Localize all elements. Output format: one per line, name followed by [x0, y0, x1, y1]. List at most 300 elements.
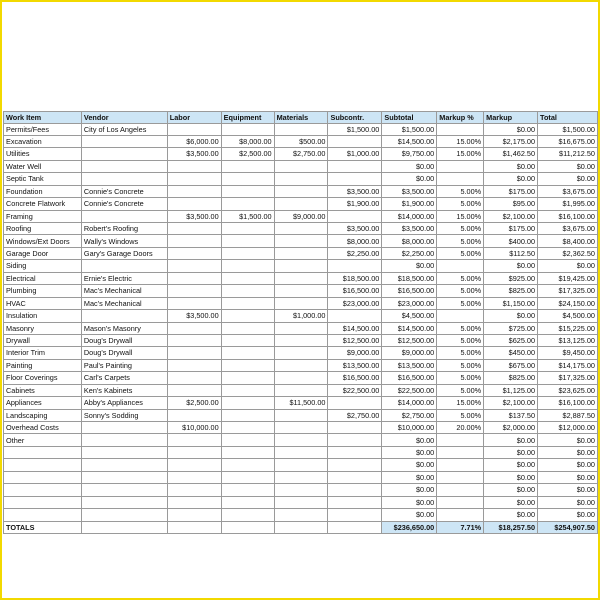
cell[interactable] [81, 135, 167, 147]
cell[interactable] [274, 247, 328, 259]
cell[interactable]: $675.00 [484, 359, 538, 371]
cell[interactable]: $1,500.00 [221, 210, 274, 222]
cell[interactable]: 15.00% [437, 148, 484, 160]
cell[interactable]: $9,450.00 [538, 347, 598, 359]
cell[interactable]: $0.00 [538, 496, 598, 508]
cell[interactable] [221, 459, 274, 471]
cell[interactable] [4, 496, 82, 508]
cell[interactable] [81, 148, 167, 160]
cell[interactable]: $23,625.00 [538, 384, 598, 396]
cell[interactable]: $0.00 [484, 446, 538, 458]
cell[interactable]: 5.00% [437, 285, 484, 297]
cell[interactable] [274, 334, 328, 346]
cell[interactable] [81, 509, 167, 521]
cell[interactable] [437, 310, 484, 322]
cell[interactable]: Septic Tank [4, 173, 82, 185]
cell[interactable] [221, 297, 274, 309]
cell[interactable]: $16,100.00 [538, 397, 598, 409]
totals-cell[interactable]: 7.71% [437, 521, 484, 533]
cell[interactable]: $16,500.00 [328, 372, 382, 384]
cell[interactable]: $0.00 [538, 471, 598, 483]
cell[interactable] [221, 347, 274, 359]
cell[interactable]: $10,000.00 [382, 422, 437, 434]
cell[interactable]: $2,750.00 [382, 409, 437, 421]
cell[interactable] [167, 384, 221, 396]
cell[interactable]: $0.00 [382, 173, 437, 185]
cell[interactable]: $14,175.00 [538, 359, 598, 371]
cell[interactable]: $8,400.00 [538, 235, 598, 247]
cell[interactable]: Connie's Concrete [81, 198, 167, 210]
cell[interactable]: $18,500.00 [382, 272, 437, 284]
cell[interactable]: Foundation [4, 185, 82, 197]
cell[interactable] [167, 471, 221, 483]
cell[interactable] [221, 185, 274, 197]
cell[interactable]: $1,500.00 [538, 123, 598, 135]
cell[interactable]: Garage Door [4, 247, 82, 259]
cell[interactable]: $1,995.00 [538, 198, 598, 210]
cell[interactable] [221, 272, 274, 284]
cell[interactable]: $3,500.00 [328, 185, 382, 197]
cell[interactable] [221, 223, 274, 235]
cell[interactable]: 5.00% [437, 372, 484, 384]
cell[interactable]: $13,500.00 [382, 359, 437, 371]
cell[interactable]: $0.00 [382, 160, 437, 172]
cell[interactable] [328, 446, 382, 458]
cell[interactable] [274, 372, 328, 384]
cell[interactable]: $0.00 [484, 123, 538, 135]
cell[interactable]: $23,000.00 [382, 297, 437, 309]
cell[interactable]: $1,900.00 [328, 198, 382, 210]
cell[interactable]: $22,500.00 [382, 384, 437, 396]
cell[interactable]: $9,750.00 [382, 148, 437, 160]
column-header[interactable]: Subcontr. [328, 112, 382, 124]
cell[interactable]: Cabinets [4, 384, 82, 396]
cell[interactable] [221, 397, 274, 409]
cell[interactable] [274, 297, 328, 309]
cell[interactable]: $0.00 [538, 459, 598, 471]
cell[interactable]: 5.00% [437, 297, 484, 309]
cell[interactable]: $0.00 [484, 471, 538, 483]
cell[interactable] [328, 471, 382, 483]
cell[interactable]: $23,000.00 [328, 297, 382, 309]
cell[interactable] [221, 160, 274, 172]
cell[interactable] [167, 509, 221, 521]
cell[interactable]: $2,100.00 [484, 210, 538, 222]
cell[interactable] [221, 434, 274, 446]
cell[interactable] [167, 160, 221, 172]
cell[interactable] [167, 459, 221, 471]
cell[interactable] [274, 272, 328, 284]
cell[interactable] [328, 484, 382, 496]
cell[interactable]: $0.00 [382, 484, 437, 496]
cell[interactable] [4, 446, 82, 458]
cell[interactable]: $0.00 [484, 434, 538, 446]
cell[interactable] [167, 123, 221, 135]
cell[interactable]: $3,500.00 [382, 223, 437, 235]
cell[interactable]: $0.00 [538, 446, 598, 458]
cell[interactable]: Concrete Flatwork [4, 198, 82, 210]
cell[interactable]: 5.00% [437, 247, 484, 259]
cell[interactable]: $3,675.00 [538, 223, 598, 235]
cell[interactable] [167, 235, 221, 247]
cell[interactable]: Mac's Mechanical [81, 285, 167, 297]
cell[interactable]: $2,175.00 [484, 135, 538, 147]
cell[interactable]: $14,500.00 [382, 322, 437, 334]
column-header[interactable]: Subtotal [382, 112, 437, 124]
cell[interactable]: $0.00 [382, 260, 437, 272]
cell[interactable]: $2,362.50 [538, 247, 598, 259]
cell[interactable]: 5.00% [437, 334, 484, 346]
cell[interactable] [328, 160, 382, 172]
cell[interactable] [274, 198, 328, 210]
cell[interactable] [437, 459, 484, 471]
cell[interactable]: 5.00% [437, 322, 484, 334]
cell[interactable]: $14,500.00 [328, 322, 382, 334]
cell[interactable] [167, 409, 221, 421]
cell[interactable] [274, 322, 328, 334]
cell[interactable]: $0.00 [382, 509, 437, 521]
cell[interactable]: $0.00 [382, 446, 437, 458]
cell[interactable] [221, 235, 274, 247]
cell[interactable]: Landscaping [4, 409, 82, 421]
cell[interactable] [81, 160, 167, 172]
cell[interactable]: $0.00 [382, 459, 437, 471]
cell[interactable]: $0.00 [484, 160, 538, 172]
cell[interactable] [328, 459, 382, 471]
cell[interactable]: Electrical [4, 272, 82, 284]
cell[interactable]: 15.00% [437, 135, 484, 147]
cell[interactable] [81, 434, 167, 446]
cell[interactable] [274, 434, 328, 446]
cell[interactable] [274, 471, 328, 483]
cell[interactable]: 5.00% [437, 384, 484, 396]
cell[interactable]: Overhead Costs [4, 422, 82, 434]
cell[interactable]: $0.00 [484, 260, 538, 272]
cell[interactable]: Paul's Painting [81, 359, 167, 371]
cell[interactable] [328, 422, 382, 434]
column-header[interactable]: Total [538, 112, 598, 124]
cell[interactable]: $12,500.00 [382, 334, 437, 346]
cell[interactable] [437, 496, 484, 508]
cell[interactable] [274, 409, 328, 421]
cell[interactable]: Abby's Appliances [81, 397, 167, 409]
cell[interactable]: $3,500.00 [167, 210, 221, 222]
cell[interactable] [81, 210, 167, 222]
cell[interactable]: $1,900.00 [382, 198, 437, 210]
cell[interactable] [437, 471, 484, 483]
cell[interactable] [328, 173, 382, 185]
cell[interactable]: Plumbing [4, 285, 82, 297]
cell[interactable] [167, 198, 221, 210]
cell[interactable] [221, 260, 274, 272]
cell[interactable] [274, 285, 328, 297]
cell[interactable] [221, 334, 274, 346]
cell[interactable]: $11,212.50 [538, 148, 598, 160]
cell[interactable] [81, 446, 167, 458]
cell[interactable]: $1,125.00 [484, 384, 538, 396]
cell[interactable]: $3,500.00 [167, 310, 221, 322]
cell[interactable]: $17,325.00 [538, 372, 598, 384]
cell[interactable] [221, 509, 274, 521]
cell[interactable]: $175.00 [484, 185, 538, 197]
cell[interactable] [274, 484, 328, 496]
cell[interactable] [81, 173, 167, 185]
cell[interactable]: $2,250.00 [382, 247, 437, 259]
cell[interactable]: $1,000.00 [274, 310, 328, 322]
cell[interactable]: Interior Trim [4, 347, 82, 359]
cell[interactable]: 5.00% [437, 235, 484, 247]
cell[interactable]: $16,100.00 [538, 210, 598, 222]
cell[interactable] [4, 509, 82, 521]
cell[interactable]: $450.00 [484, 347, 538, 359]
cell[interactable] [4, 459, 82, 471]
cell[interactable]: $10,000.00 [167, 422, 221, 434]
cell[interactable] [274, 509, 328, 521]
cell[interactable] [328, 496, 382, 508]
cell[interactable]: $0.00 [484, 173, 538, 185]
cell[interactable]: Drywall [4, 334, 82, 346]
cell[interactable]: Doug's Drywall [81, 347, 167, 359]
cell[interactable]: $0.00 [382, 434, 437, 446]
cell[interactable] [81, 496, 167, 508]
cell[interactable] [437, 484, 484, 496]
cell[interactable]: 5.00% [437, 272, 484, 284]
cell[interactable]: $16,500.00 [382, 372, 437, 384]
cell[interactable]: $1,150.00 [484, 297, 538, 309]
cell[interactable]: $0.00 [538, 509, 598, 521]
cell[interactable]: $8,000.00 [382, 235, 437, 247]
cell[interactable] [221, 446, 274, 458]
cell[interactable] [328, 310, 382, 322]
cell[interactable] [167, 223, 221, 235]
cell[interactable]: 5.00% [437, 359, 484, 371]
cell[interactable]: Connie's Concrete [81, 185, 167, 197]
cell[interactable] [328, 397, 382, 409]
cell[interactable]: $12,000.00 [538, 422, 598, 434]
cell[interactable]: $13,125.00 [538, 334, 598, 346]
cell[interactable] [221, 471, 274, 483]
cell[interactable]: Mac's Mechanical [81, 297, 167, 309]
cell[interactable]: Siding [4, 260, 82, 272]
cell[interactable]: $22,500.00 [328, 384, 382, 396]
cell[interactable]: HVAC [4, 297, 82, 309]
cell[interactable]: $8,000.00 [328, 235, 382, 247]
totals-cell[interactable] [328, 521, 382, 533]
cell[interactable]: $925.00 [484, 272, 538, 284]
cell[interactable] [167, 297, 221, 309]
cell[interactable] [221, 198, 274, 210]
cell[interactable] [274, 422, 328, 434]
cell[interactable]: $400.00 [484, 235, 538, 247]
cell[interactable]: Water Well [4, 160, 82, 172]
cell[interactable]: $19,425.00 [538, 272, 598, 284]
column-header[interactable]: Markup % [437, 112, 484, 124]
totals-cell[interactable]: $254,907.50 [538, 521, 598, 533]
cell[interactable] [167, 173, 221, 185]
cell[interactable] [274, 160, 328, 172]
cell[interactable] [167, 285, 221, 297]
cell[interactable] [167, 272, 221, 284]
cell[interactable]: $2,250.00 [328, 247, 382, 259]
cell[interactable] [81, 310, 167, 322]
cell[interactable] [437, 260, 484, 272]
cell[interactable] [167, 247, 221, 259]
cell[interactable] [167, 260, 221, 272]
column-header[interactable]: Labor [167, 112, 221, 124]
cell[interactable]: $0.00 [484, 509, 538, 521]
cell[interactable]: $0.00 [538, 260, 598, 272]
cell[interactable]: $95.00 [484, 198, 538, 210]
cell[interactable] [221, 496, 274, 508]
cell[interactable]: $9,000.00 [382, 347, 437, 359]
cell[interactable] [221, 359, 274, 371]
cell[interactable]: $8,000.00 [221, 135, 274, 147]
cell[interactable]: $4,500.00 [538, 310, 598, 322]
cell[interactable] [81, 260, 167, 272]
cell[interactable] [81, 422, 167, 434]
cell[interactable]: Wally's Windows [81, 235, 167, 247]
cell[interactable]: $11,500.00 [274, 397, 328, 409]
cell[interactable]: Insulation [4, 310, 82, 322]
cell[interactable] [274, 446, 328, 458]
cell[interactable]: $137.50 [484, 409, 538, 421]
cell[interactable]: $12,500.00 [328, 334, 382, 346]
cell[interactable] [274, 173, 328, 185]
cell[interactable]: 5.00% [437, 347, 484, 359]
cell[interactable] [167, 434, 221, 446]
cell[interactable]: Painting [4, 359, 82, 371]
cell[interactable]: City of Los Angeles [81, 123, 167, 135]
cell[interactable]: $16,500.00 [382, 285, 437, 297]
cell[interactable]: Ernie's Electric [81, 272, 167, 284]
cell[interactable] [274, 223, 328, 235]
cell[interactable] [221, 322, 274, 334]
cell[interactable]: $0.00 [538, 173, 598, 185]
cell[interactable]: $14,000.00 [382, 210, 437, 222]
cell[interactable] [328, 434, 382, 446]
cell[interactable] [81, 459, 167, 471]
cell[interactable]: $1,500.00 [382, 123, 437, 135]
cell[interactable]: 15.00% [437, 397, 484, 409]
cell[interactable]: Appliances [4, 397, 82, 409]
cell[interactable]: Floor Coverings [4, 372, 82, 384]
cell[interactable]: 5.00% [437, 185, 484, 197]
cell[interactable]: $825.00 [484, 285, 538, 297]
cell[interactable]: $16,500.00 [328, 285, 382, 297]
column-header[interactable]: Markup [484, 112, 538, 124]
cell[interactable] [328, 210, 382, 222]
cell[interactable]: Doug's Drywall [81, 334, 167, 346]
cell[interactable] [274, 185, 328, 197]
cell[interactable]: $2,750.00 [274, 148, 328, 160]
cell[interactable] [437, 446, 484, 458]
cell[interactable]: $0.00 [484, 310, 538, 322]
cell[interactable] [274, 260, 328, 272]
cell[interactable]: Framing [4, 210, 82, 222]
cell[interactable]: $0.00 [382, 496, 437, 508]
totals-cell[interactable]: $236,650.00 [382, 521, 437, 533]
cell[interactable]: Permits/Fees [4, 123, 82, 135]
cell[interactable]: $625.00 [484, 334, 538, 346]
cell[interactable] [81, 484, 167, 496]
cell[interactable]: $2,000.00 [484, 422, 538, 434]
cell[interactable]: $24,150.00 [538, 297, 598, 309]
cell[interactable] [4, 471, 82, 483]
cell[interactable] [221, 310, 274, 322]
cell[interactable]: $175.00 [484, 223, 538, 235]
cell[interactable] [221, 484, 274, 496]
cell[interactable] [4, 484, 82, 496]
cell[interactable] [437, 434, 484, 446]
cell[interactable]: Other [4, 434, 82, 446]
cell[interactable]: $0.00 [484, 496, 538, 508]
cell[interactable]: $14,000.00 [382, 397, 437, 409]
cell[interactable]: $18,500.00 [328, 272, 382, 284]
cell[interactable]: $14,500.00 [382, 135, 437, 147]
cell[interactable]: Roofing [4, 223, 82, 235]
cell[interactable]: $16,675.00 [538, 135, 598, 147]
cell[interactable] [274, 459, 328, 471]
cell[interactable] [167, 484, 221, 496]
totals-cell[interactable]: $18,257.50 [484, 521, 538, 533]
cell[interactable]: Carl's Carpets [81, 372, 167, 384]
column-header[interactable]: Vendor [81, 112, 167, 124]
cell[interactable]: 5.00% [437, 198, 484, 210]
totals-cell[interactable] [81, 521, 167, 533]
cell[interactable] [274, 359, 328, 371]
cell[interactable] [221, 123, 274, 135]
cell[interactable] [167, 496, 221, 508]
cell[interactable]: $3,500.00 [167, 148, 221, 160]
cell[interactable] [437, 509, 484, 521]
cell[interactable]: $825.00 [484, 372, 538, 384]
cell[interactable]: Ken's Kabinets [81, 384, 167, 396]
cell[interactable] [437, 160, 484, 172]
cell[interactable]: $0.00 [538, 160, 598, 172]
cell[interactable] [167, 372, 221, 384]
cell[interactable]: $17,325.00 [538, 285, 598, 297]
cell[interactable] [274, 496, 328, 508]
cell[interactable]: $9,000.00 [328, 347, 382, 359]
cell[interactable]: Windows/Ext Doors [4, 235, 82, 247]
cell[interactable] [328, 260, 382, 272]
cell[interactable]: $4,500.00 [382, 310, 437, 322]
cell[interactable]: $6,000.00 [167, 135, 221, 147]
cell[interactable]: $725.00 [484, 322, 538, 334]
totals-cell[interactable] [274, 521, 328, 533]
cell[interactable]: $2,500.00 [221, 148, 274, 160]
cell[interactable]: 5.00% [437, 223, 484, 235]
cell[interactable] [437, 123, 484, 135]
cell[interactable] [81, 471, 167, 483]
cell[interactable]: $500.00 [274, 135, 328, 147]
cell[interactable]: Sonny's Sodding [81, 409, 167, 421]
cell[interactable]: $0.00 [484, 484, 538, 496]
cell[interactable] [274, 347, 328, 359]
cell[interactable]: $2,500.00 [167, 397, 221, 409]
cell[interactable]: Gary's Garage Doors [81, 247, 167, 259]
cell[interactable]: 5.00% [437, 409, 484, 421]
cell[interactable] [437, 173, 484, 185]
cell[interactable]: Excavation [4, 135, 82, 147]
cell[interactable]: 20.00% [437, 422, 484, 434]
cell[interactable]: $112.50 [484, 247, 538, 259]
cell[interactable] [167, 446, 221, 458]
cell[interactable] [221, 285, 274, 297]
cell[interactable] [167, 334, 221, 346]
cell[interactable] [274, 123, 328, 135]
cell[interactable]: $1,462.50 [484, 148, 538, 160]
